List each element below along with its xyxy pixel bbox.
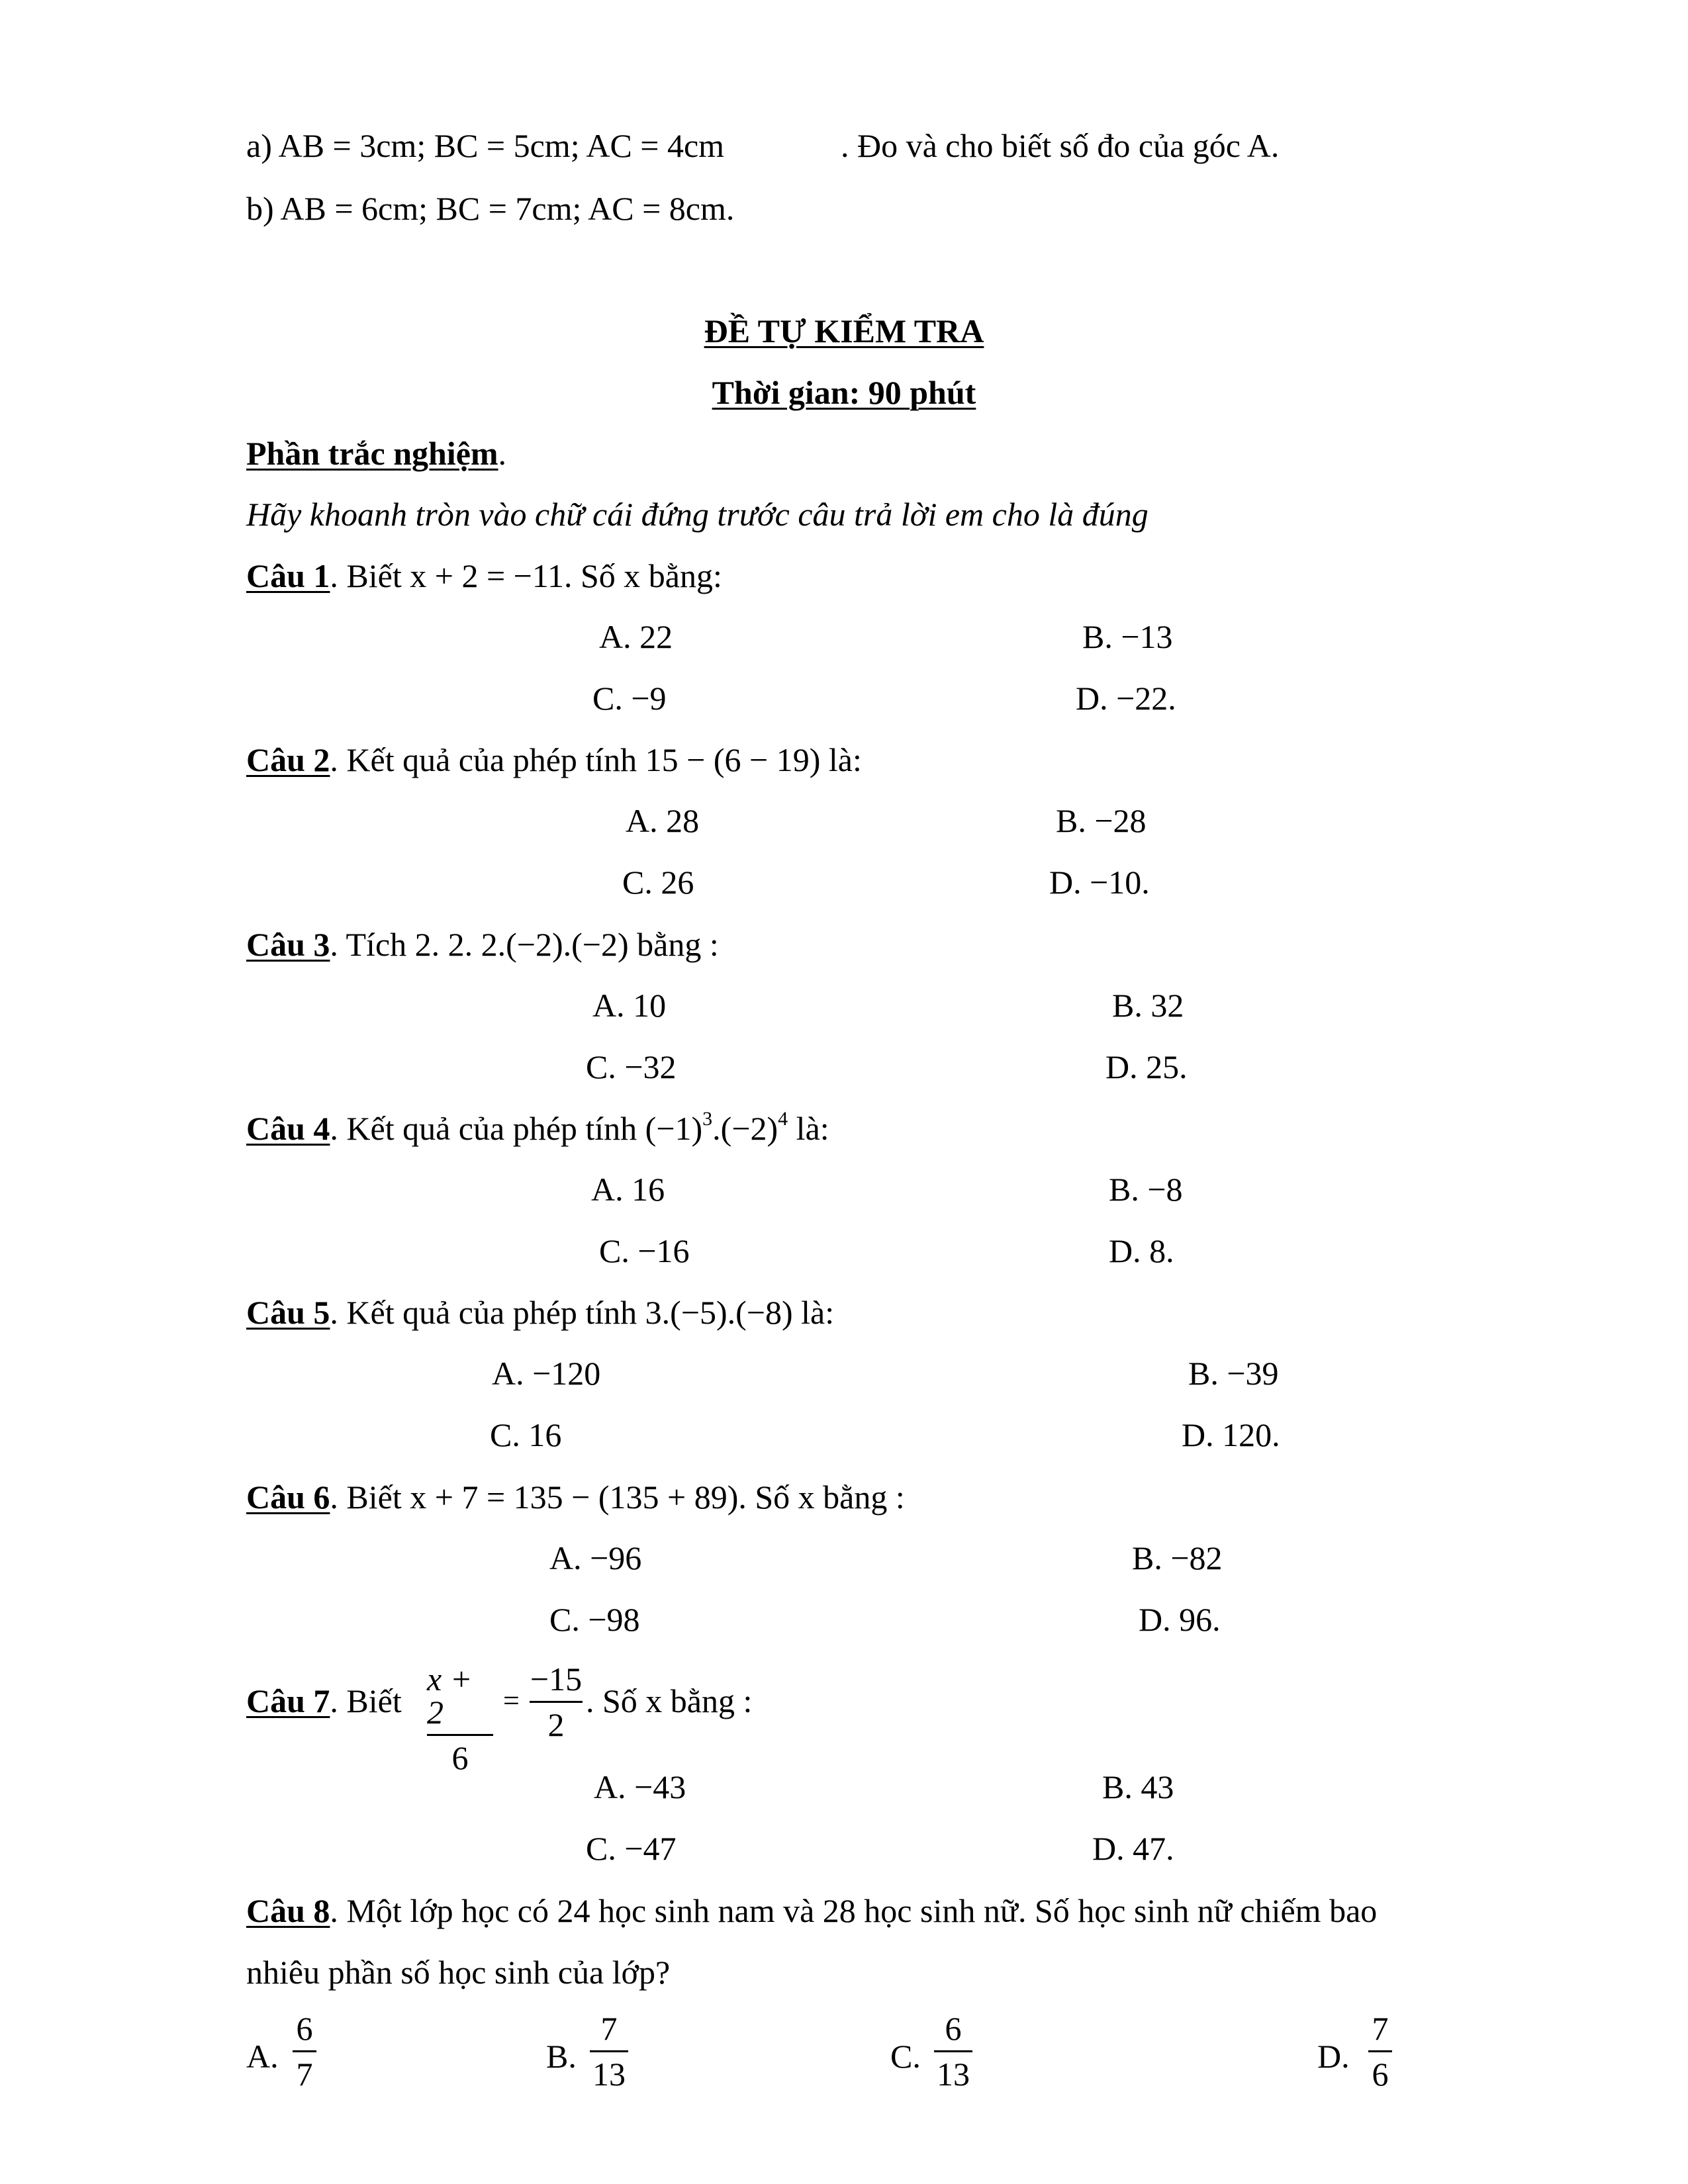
question-8-option-c-fraction[interactable] bbox=[930, 2012, 976, 2091]
intro-line-b-text: b) AB = 6cm; BC = 7cm; AC = 8cm. bbox=[246, 190, 735, 227]
intro-line-a bbox=[246, 129, 724, 162]
question-8-option-a-letter[interactable]: A. bbox=[246, 2038, 279, 2075]
question-7-fraction-2-numerator: −15 bbox=[530, 1661, 583, 1698]
question-5 bbox=[246, 1296, 834, 1329]
question-8-label: Câu 8 bbox=[246, 1892, 330, 1929]
question-8-option-d-numerator: 7 bbox=[1372, 2010, 1389, 2047]
question-2-option-b[interactable]: B. −28 bbox=[1056, 802, 1147, 839]
question-8-option-c-letter[interactable]: C. bbox=[890, 2038, 921, 2075]
question-8-option-a-denominator: 7 bbox=[296, 2056, 313, 2093]
question-4-option-b[interactable]: B. −8 bbox=[1109, 1171, 1183, 1208]
question-3-option-a[interactable]: A. 10 bbox=[592, 987, 667, 1024]
question-5-option-a[interactable]: A. −120 bbox=[492, 1355, 601, 1392]
question-8-option-a-numerator: 6 bbox=[296, 2010, 313, 2047]
question-3-text: . Tích 2. 2. 2.(−2).(−2) bằng : bbox=[330, 926, 719, 963]
question-6-text: . Biết x + 7 = 135 − (135 + 89). Số x bằng : bbox=[330, 1479, 905, 1516]
question-8-option-c-denominator: 13 bbox=[937, 2056, 970, 2093]
question-2-option-d[interactable]: D. −10. bbox=[1049, 864, 1150, 901]
question-1-text: . Biết x + 2 = −11. Số x bằng: bbox=[330, 557, 722, 594]
intro-line-b bbox=[246, 192, 734, 225]
question-8-text-line2: nhiêu phần số học sinh của lớp? bbox=[246, 1954, 671, 1991]
question-7-fraction-1-bar bbox=[427, 1734, 493, 1736]
intro-line-a-text2: . Đo và cho biết số đo của góc A. bbox=[841, 127, 1280, 164]
question-1-option-d[interactable]: D. −22. bbox=[1076, 680, 1176, 717]
question-4-option-c[interactable]: C. −16 bbox=[599, 1232, 690, 1269]
question-4-exponent-1: 3 bbox=[702, 1108, 713, 1130]
question-8-option-d-letter[interactable]: D. bbox=[1317, 2038, 1350, 2075]
question-6 bbox=[246, 1480, 905, 1514]
question-3-option-c[interactable]: C. −32 bbox=[586, 1048, 677, 1085]
question-1 bbox=[246, 559, 722, 592]
question-7-option-c[interactable]: C. −47 bbox=[586, 1830, 677, 1867]
question-7-fraction-2-denominator: 2 bbox=[547, 1706, 565, 1743]
question-6-option-c[interactable]: C. −98 bbox=[549, 1601, 640, 1638]
question-3 bbox=[246, 928, 719, 961]
question-4-exponent-2: 4 bbox=[778, 1108, 788, 1130]
exam-time: Thời gian: 90 phút bbox=[712, 374, 976, 411]
question-2-text: . Kết quả của phép tính 15 − (6 − 19) là: bbox=[330, 741, 862, 778]
question-8-option-c-bar bbox=[934, 2050, 972, 2052]
question-7-fraction-2-bar bbox=[530, 1701, 583, 1703]
question-1-option-b[interactable]: B. −13 bbox=[1082, 618, 1173, 655]
question-2-label: Câu 2 bbox=[246, 741, 330, 778]
question-8-option-b-letter[interactable]: B. bbox=[546, 2038, 577, 2075]
question-3-option-b[interactable]: B. 32 bbox=[1112, 987, 1184, 1024]
question-8-option-b-denominator: 13 bbox=[592, 2056, 626, 2093]
question-8 bbox=[246, 1894, 1377, 1927]
question-7-option-b[interactable]: B. 43 bbox=[1102, 1768, 1174, 1805]
question-2-option-a[interactable]: A. 28 bbox=[626, 802, 700, 839]
question-8-option-d-bar bbox=[1368, 2050, 1392, 2052]
question-5-label: Câu 5 bbox=[246, 1294, 330, 1331]
question-4-option-a[interactable]: A. 16 bbox=[591, 1171, 665, 1208]
question-7-fraction-1 bbox=[427, 1662, 493, 1774]
question-4-text-mid: .(−2) bbox=[712, 1110, 778, 1147]
question-4-text-after: là: bbox=[788, 1110, 829, 1147]
question-1-option-a[interactable]: A. 22 bbox=[599, 618, 673, 655]
question-3-label: Câu 3 bbox=[246, 926, 330, 963]
question-2 bbox=[246, 743, 862, 776]
question-7-fraction-2 bbox=[530, 1662, 583, 1741]
exam-title: ĐỀ TỰ KIỂM TRA bbox=[704, 312, 984, 349]
question-7-text-after: . Số x bằng : bbox=[586, 1682, 753, 1719]
question-8-option-d-fraction[interactable] bbox=[1360, 2012, 1400, 2091]
question-8-option-b-fraction[interactable] bbox=[586, 2012, 632, 2091]
question-5-text: . Kết quả của phép tính 3.(−5).(−8) là: bbox=[330, 1294, 835, 1331]
question-2-option-c[interactable]: C. 26 bbox=[622, 864, 694, 901]
question-8-text: . Một lớp học có 24 học sinh nam và 28 học sinh nữ. Số học sinh nữ chiếm bao bbox=[330, 1892, 1378, 1929]
question-4-label: Câu 4 bbox=[246, 1110, 330, 1147]
question-7-equals: = bbox=[503, 1684, 520, 1717]
question-8-option-b-bar bbox=[590, 2050, 628, 2052]
question-3-option-d[interactable]: D. 25. bbox=[1105, 1048, 1188, 1085]
question-6-option-b[interactable]: B. −82 bbox=[1132, 1539, 1223, 1576]
question-4-text-before: . Kết quả của phép tính (−1) bbox=[330, 1110, 703, 1147]
question-4 bbox=[246, 1108, 829, 1147]
question-8-option-c-numerator: 6 bbox=[945, 2010, 962, 2047]
section-instruction: Hãy khoanh tròn vào chữ cái đứng trước câu trả lời em cho là đúng bbox=[246, 496, 1149, 533]
question-7-fraction-1-numerator: x + 2 bbox=[427, 1661, 473, 1731]
question-7-option-a[interactable]: A. −43 bbox=[594, 1768, 686, 1805]
section-heading bbox=[246, 437, 506, 470]
question-8-option-b-numerator: 7 bbox=[600, 2010, 618, 2047]
question-7-text-before: . Biết bbox=[330, 1682, 402, 1719]
question-8-option-a-fraction[interactable] bbox=[285, 2012, 324, 2091]
question-6-option-d[interactable]: D. 96. bbox=[1139, 1601, 1221, 1638]
question-6-label: Câu 6 bbox=[246, 1479, 330, 1516]
question-5-option-c[interactable]: C. 16 bbox=[490, 1416, 562, 1453]
question-4-option-d[interactable]: D. 8. bbox=[1109, 1232, 1174, 1269]
question-7 bbox=[246, 1684, 402, 1717]
question-7-label: Câu 7 bbox=[246, 1682, 330, 1719]
question-5-option-b[interactable]: B. −39 bbox=[1188, 1355, 1279, 1392]
question-7-fraction-1-denominator: 6 bbox=[451, 1739, 469, 1776]
question-1-option-c[interactable]: C. −9 bbox=[592, 680, 667, 717]
intro-line-a-text: a) AB = 3cm; BC = 5cm; AC = 4cm bbox=[246, 127, 725, 164]
question-1-label: Câu 1 bbox=[246, 557, 330, 594]
question-6-option-a[interactable]: A. −96 bbox=[549, 1539, 642, 1576]
intro-line-a-continuation bbox=[841, 129, 1279, 162]
question-8-option-a-bar bbox=[293, 2050, 316, 2052]
question-5-option-d[interactable]: D. 120. bbox=[1182, 1416, 1280, 1453]
question-8-option-d-denominator: 6 bbox=[1372, 2056, 1389, 2093]
section-heading-text: Phần trắc nghiệm bbox=[246, 435, 498, 472]
question-7-option-d[interactable]: D. 47. bbox=[1092, 1830, 1174, 1867]
section-heading-punct: . bbox=[498, 435, 507, 472]
